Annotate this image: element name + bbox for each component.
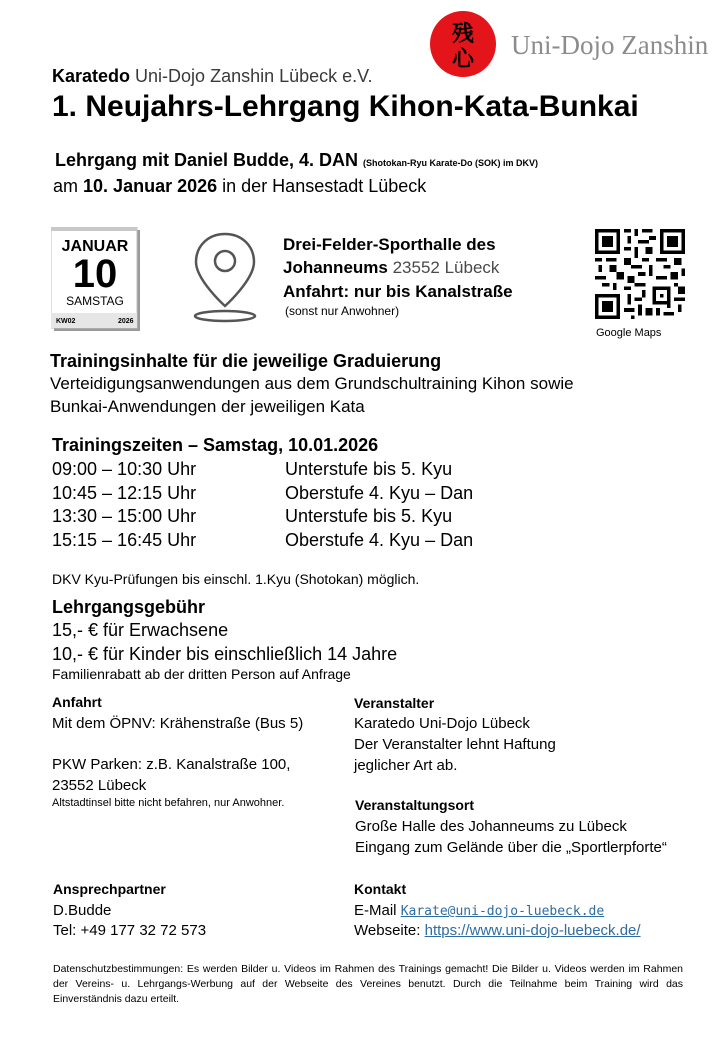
contact-heading: Kontakt bbox=[354, 881, 407, 897]
privacy-notice: Datenschutzbestimmungen: Es werden Bilder u. Videos im Rahmen des Trainings gemacht! Die Bilder u. Videos werden im Rahmen der Vereins- u. Lehrgangs-Werbung auf der Webseite des Vereines benutzt. Durch die Teilnahme beim Training wird das Einverständnis dazu erteilt. bbox=[53, 963, 683, 1005]
email-label: E-Mail bbox=[354, 902, 397, 919]
contact-email-line bbox=[354, 902, 604, 919]
arrival-note: Altstadtinsel bitte nicht befahren, nur Anwohner. bbox=[52, 797, 285, 809]
schedule-time: 09:00 – 10:30 Uhr bbox=[52, 459, 197, 479]
fee-discount: Familienrabatt ab der dritten Person auf Anfrage bbox=[52, 666, 351, 682]
contact-person-name: D.Budde bbox=[53, 902, 112, 919]
schedule-time: 15:15 – 16:45 Uhr bbox=[52, 530, 197, 550]
calendar-month: JANUAR bbox=[61, 238, 129, 255]
instructor-style: (Shotokan-Ryu Karate-Do (SOK) im DKV) bbox=[363, 158, 539, 168]
arrival-public-transport: Mit dem ÖPNV: Krähenstraße (Bus 5) bbox=[52, 715, 304, 732]
content-line: Bunkai-Anwendungen der jeweiligen Kata bbox=[50, 397, 365, 416]
schedule-time: 13:30 – 15:00 Uhr bbox=[52, 506, 197, 526]
date-line bbox=[53, 176, 426, 197]
organizer-name: Karatedo Uni-Dojo Lübeck bbox=[354, 715, 530, 732]
calendar-weekday: SAMSTAG bbox=[66, 294, 124, 308]
contact-person-phone: Tel: +49 177 32 72 573 bbox=[53, 922, 207, 939]
location-entrance: Eingang zum Gelände über die „Sportlerpforte“ bbox=[355, 839, 667, 856]
web-label: Webseite: bbox=[354, 922, 421, 939]
arrival-parking-city: 23552 Lübeck bbox=[52, 777, 147, 794]
date-suffix: in der Hansestadt Lübeck bbox=[222, 176, 427, 196]
qr-code-icon[interactable] bbox=[595, 229, 685, 319]
organizer-heading: Veranstalter bbox=[354, 695, 435, 711]
logo-wordmark: Uni-Dojo Zanshin bbox=[511, 30, 709, 60]
venue-postal: 23552 Lübeck bbox=[392, 258, 500, 277]
email-link[interactable]: Karate@uni-dojo-luebeck.de bbox=[400, 904, 605, 919]
organizer-disclaimer: jeglicher Art ab. bbox=[354, 757, 458, 774]
organizer-disclaimer: Der Veranstalter lehnt Haftung bbox=[354, 736, 556, 753]
logo-kanji-bottom: 心 bbox=[451, 46, 475, 72]
event-date: 10. Januar 2026 bbox=[83, 176, 218, 196]
logo-kanji-top: 残 bbox=[451, 21, 475, 47]
venue-name: Drei-Felder-Sporthalle des bbox=[283, 235, 496, 254]
org-prefix: Karatedo bbox=[52, 66, 131, 86]
website-link[interactable]: https://www.uni-dojo-luebeck.de/ bbox=[424, 922, 641, 939]
calendar-week: KW02 bbox=[56, 318, 76, 325]
organization-line bbox=[52, 66, 373, 87]
location-pin-icon bbox=[190, 230, 260, 324]
fee-heading: Lehrgangsgebühr bbox=[52, 597, 206, 617]
location-heading: Veranstaltungsort bbox=[355, 797, 475, 813]
schedule-time: 10:45 – 12:15 Uhr bbox=[52, 483, 197, 503]
fee-kids: 10,- € für Kinder bis einschließlich 14 Jahre bbox=[52, 644, 398, 664]
qr-label: Google Maps bbox=[596, 327, 662, 339]
contact-web-line bbox=[354, 922, 641, 939]
schedule-heading: Trainingszeiten – Samstag, 10.01.2026 bbox=[52, 435, 379, 455]
arrival-heading: Anfahrt bbox=[52, 694, 102, 710]
schedule-level: Unterstufe bis 5. Kyu bbox=[285, 506, 453, 526]
schedule-level: Unterstufe bis 5. Kyu bbox=[285, 459, 453, 479]
instructor-line bbox=[55, 150, 538, 171]
content-line: Verteidigungsanwendungen aus dem Grundschultraining Kihon sowie bbox=[50, 374, 574, 393]
location-hall: Große Halle des Johanneums zu Lübeck bbox=[355, 818, 627, 835]
venue-address bbox=[283, 258, 499, 278]
calendar-day: 10 bbox=[72, 252, 118, 296]
arrival-parking: PKW Parken: z.B. Kanalstraße 100, bbox=[52, 756, 291, 773]
org-club: Uni-Dojo Zanshin Lübeck e.V. bbox=[135, 66, 373, 86]
instructor-name: Lehrgang mit Daniel Budde, 4. DAN bbox=[55, 150, 359, 170]
venue-school: Johanneums bbox=[283, 258, 388, 277]
date-prefix: am bbox=[53, 176, 79, 196]
venue-arrival-note: Anfahrt: nur bis Kanalstraße bbox=[283, 282, 513, 301]
fee-adults: 15,- € für Erwachsene bbox=[52, 620, 229, 640]
schedule-level: Oberstufe 4. Kyu – Dan bbox=[285, 483, 474, 503]
page-title: 1. Neujahrs-Lehrgang Kihon-Kata-Bunkai bbox=[52, 90, 639, 123]
schedule-level: Oberstufe 4. Kyu – Dan bbox=[285, 530, 474, 550]
content-heading: Trainingsinhalte für die jeweilige Graduierung bbox=[50, 351, 442, 371]
exam-note: DKV Kyu-Prüfungen bis einschl. 1.Kyu (Shotokan) möglich. bbox=[52, 571, 420, 587]
zanshin-logo bbox=[429, 10, 497, 78]
contact-person-heading: Ansprechpartner bbox=[53, 881, 166, 897]
venue-residents-note: (sonst nur Anwohner) bbox=[285, 304, 400, 318]
calendar-year: 2026 bbox=[118, 318, 134, 325]
